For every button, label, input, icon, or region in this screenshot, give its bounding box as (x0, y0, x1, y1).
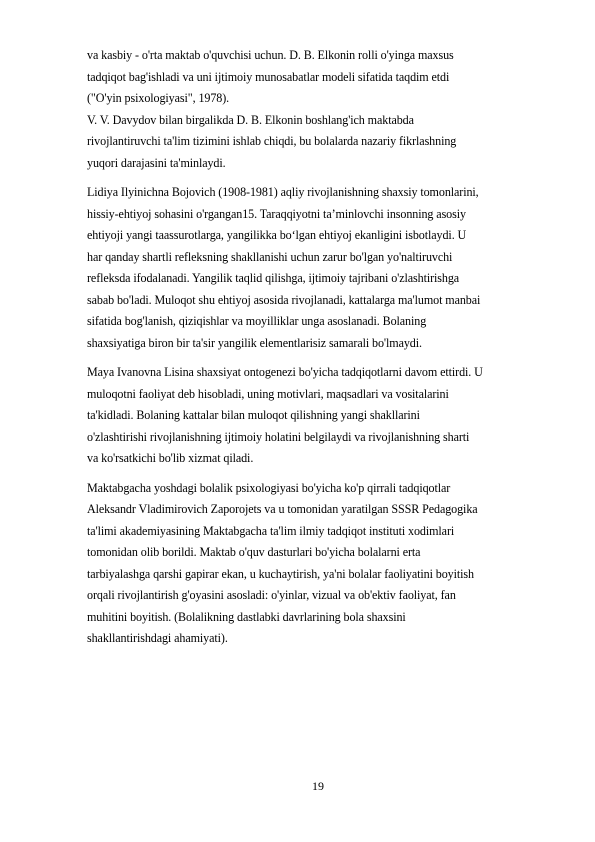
paragraph-zaporojets (87, 478, 555, 650)
text-line: shaxsiyatiga biron bir ta'sir yangilik elementlarisiz samarali bo'lmaydi. (87, 335, 422, 350)
text-line: muhitini boyitish. (Bolalikning dastlabki davrlarining bola shaxsini (87, 609, 406, 624)
page-number: 19 (312, 779, 324, 793)
paragraph-bojovich (87, 182, 555, 354)
text-line: Aleksandr Vladimirovich Zaporojets va u tomonidan yaratilgan SSSR Pedagogika (87, 502, 478, 516)
text-line: V. V. Davydov bilan birgalikda D. B. Elkonin boshlang'ich maktabda (87, 112, 414, 127)
text-line: ("O'yin psixologiyasi", 1978). (87, 91, 230, 105)
text-line: rivojlantiruvchi ta'lim tizimini ishlab chiqdi, bu bolalarda nazariy fikrlashning (87, 134, 457, 148)
text-line: sabab bo'ladi. Muloqot shu ehtiyoj asosida rivojlanadi, kattalarga ma'lumot manbai (87, 292, 481, 307)
text-line: tadqiqot bag'ishladi va uni ijtimoiy munosabatlar modeli sifatida taqdim etdi (87, 69, 450, 84)
paragraph-lisina (87, 362, 555, 470)
text-line: Maktabgacha yoshdagi bolalik psixologiyasi bo'yicha ko'p qirrali tadqiqotlar (87, 480, 451, 495)
text-line: ta'limi akademiyasining Maktabgacha ta'lim ilmiy tadqiqot instituti xodimlari (87, 523, 455, 538)
text-line: orqali rivojlantirish g'oyasini asosladi: o'yinlar, vizual va ob'ektiv faoliyat, fan (87, 588, 456, 602)
text-line: ta'kidladi. Bolaning kattalar bilan muloqot qilishning yangi shakllarini (87, 408, 420, 422)
paragraph-elkonin-davydov (87, 45, 555, 174)
text-line: muloqotni faoliyat deb hisobladi, uning motivlari, maqsadlari va vositalarini (87, 386, 449, 401)
text-line: Maya Ivanovna Lisina shaxsiyat ontogenezi bo'yicha tadqiqotlarni davom ettirdi. U (87, 365, 483, 379)
text-line: har qanday shartli refleksning shakllanishi uchun zarur bo'lgan yo'naltiruvchi (87, 249, 453, 264)
text-line: refleksda ifodalanadi. Yangilik taqlid qilishga, ijtimoiy tajribani o'zlashtirishga (87, 271, 460, 285)
text-line: shakllantirishdagi ahamiyati). (87, 631, 228, 645)
text-line: hissiy-ehtiyoj sohasini o'rgangan15. Taraqqiyotni ta’minlovchi insonning asosiy (87, 206, 466, 221)
text-line: yuqori darajasini ta'minlaydi. (87, 155, 226, 170)
text-line: tomonidan olib borildi. Maktab o'quv dasturlari bo'yicha bolalarni erta (87, 545, 421, 559)
text-line: o'zlashtirishi rivojlanishning ijtimoiy holatini belgilaydi va rivojlanishning sharti (87, 429, 470, 444)
text-line: va kasbiy - o'rta maktab o'quvchisi uchun. D. B. Elkonin rolli o'yinga maxsus (87, 48, 454, 62)
text-line: ehtiyoji yangi taassurotlarga, yangilikka bo‘lgan ehtiyoj ekanligini isbotlaydi. U (87, 228, 467, 242)
page-body (87, 45, 555, 658)
text-line: va ko'rsatkichi bo'lib xizmat qiladi. (87, 451, 254, 465)
text-line: tarbiyalashga qarshi gapirar ekan, u kuchaytirish, ya'ni bolalar faoliyatini boyitish (87, 566, 474, 581)
text-line: sifatida bog'lanish, qiziqishlar va moyilliklar unga asoslanadi. Bolaning (87, 314, 427, 328)
text-line: Lidiya Ilyinichna Bojovich (1908-1981) aqliy rivojlanishning shaxsiy tomonlarini, (87, 185, 479, 199)
